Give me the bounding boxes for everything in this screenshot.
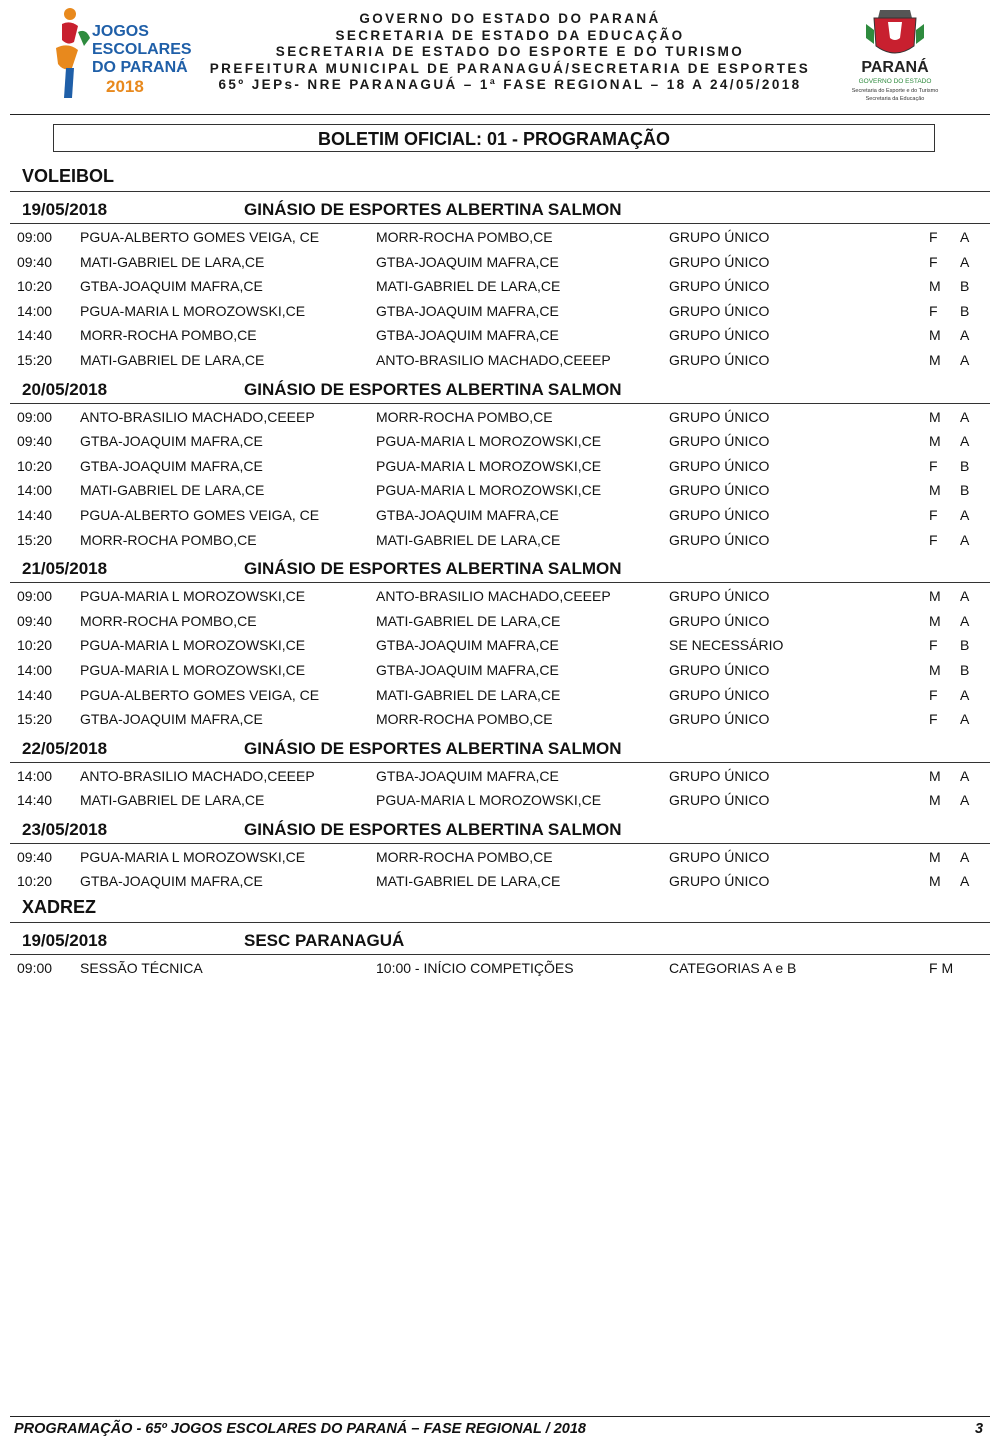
game-time: 10:20 bbox=[17, 278, 53, 295]
game-group: GRUPO ÚNICO bbox=[669, 711, 770, 728]
day-date: 21/05/2018 bbox=[22, 559, 108, 579]
game-team-1: MORR-ROCHA POMBO,CE bbox=[80, 531, 257, 548]
day-heading bbox=[10, 372, 990, 404]
game-row bbox=[0, 632, 1000, 657]
game-row bbox=[0, 224, 1000, 249]
game-time: 09:00 bbox=[17, 588, 53, 605]
game-team-2: GTBA-JOAQUIM MAFRA,CE bbox=[376, 637, 559, 654]
game-sex: M bbox=[929, 612, 941, 629]
game-category: A bbox=[960, 792, 970, 809]
game-category: B bbox=[960, 302, 970, 319]
game-team-1: MATI-GABRIEL DE LARA,CE bbox=[80, 792, 265, 809]
game-team-2: GTBA-JOAQUIM MAFRA,CE bbox=[376, 767, 559, 784]
parana-coat-of-arms-logo bbox=[836, 4, 954, 104]
svg-text:Secretaria do Esporte e do Tur: Secretaria do Esporte e do Turismo bbox=[851, 88, 939, 94]
game-time: 14:00 bbox=[17, 661, 53, 678]
game-sex: F bbox=[929, 253, 938, 270]
svg-text:GOVERNO DO ESTADO: GOVERNO DO ESTADO bbox=[858, 78, 932, 85]
game-team-1: PGUA-MARIA L MOROZOWSKI,CE bbox=[80, 848, 306, 865]
game-category: B bbox=[960, 457, 970, 474]
game-team-1: ANTO-BRASILIO MACHADO,CEEEP bbox=[80, 408, 315, 425]
game-row bbox=[0, 298, 1000, 323]
svg-text:Secretaria da Educação: Secretaria da Educação bbox=[865, 96, 925, 102]
game-time: 14:40 bbox=[17, 327, 53, 344]
game-row bbox=[0, 527, 1000, 552]
game-time: 09:00 bbox=[17, 960, 53, 977]
footer-divider bbox=[10, 1416, 990, 1417]
game-group: GRUPO ÚNICO bbox=[669, 457, 770, 474]
game-group: GRUPO ÚNICO bbox=[669, 302, 770, 319]
game-group: GRUPO ÚNICO bbox=[669, 506, 770, 523]
game-time: 14:40 bbox=[17, 686, 53, 703]
header-line: GOVERNO DO ESTADO DO PARANÁ bbox=[359, 11, 661, 26]
header-divider bbox=[10, 114, 990, 115]
game-time: 15:20 bbox=[17, 711, 53, 728]
game-group: GRUPO ÚNICO bbox=[669, 433, 770, 450]
game-category: B bbox=[960, 278, 970, 295]
sport-heading bbox=[10, 162, 990, 192]
game-team-1: GTBA-JOAQUIM MAFRA,CE bbox=[80, 711, 263, 728]
game-sex: M bbox=[929, 792, 941, 809]
game-team-1: SESSÃO TÉCNICA bbox=[80, 960, 203, 977]
day-date: 20/05/2018 bbox=[22, 379, 108, 399]
game-time: 09:40 bbox=[17, 848, 53, 865]
game-team-1: ANTO-BRASILIO MACHADO,CEEEP bbox=[80, 767, 315, 784]
game-sex: M bbox=[929, 661, 941, 678]
game-team-2: PGUA-MARIA L MOROZOWSKI,CE bbox=[376, 433, 602, 450]
day-venue: GINÁSIO DE ESPORTES ALBERTINA SALMON bbox=[244, 559, 622, 579]
game-team-1: PGUA-ALBERTO GOMES VEIGA, CE bbox=[80, 686, 320, 703]
game-team-2: MORR-ROCHA POMBO,CE bbox=[376, 848, 553, 865]
game-row bbox=[0, 322, 1000, 347]
game-category: A bbox=[960, 711, 970, 728]
svg-text:JOGOS: JOGOS bbox=[92, 23, 149, 40]
game-row bbox=[0, 868, 1000, 893]
document-header bbox=[0, 0, 1000, 112]
game-category: A bbox=[960, 873, 970, 890]
game-time: 09:40 bbox=[17, 253, 53, 270]
bulletin-title: BOLETIM OFICIAL: 01 - PROGRAMAÇÃO bbox=[318, 129, 670, 149]
game-time: 09:40 bbox=[17, 612, 53, 629]
game-row bbox=[0, 583, 1000, 608]
game-row bbox=[0, 477, 1000, 502]
header-line: 65º JEPs- NRE PARANAGUÁ – 1ª FASE REGIONAL – 18 A 24/05/2018 bbox=[218, 77, 802, 92]
day-date: 22/05/2018 bbox=[22, 738, 108, 758]
game-team-1: PGUA-ALBERTO GOMES VEIGA, CE bbox=[80, 506, 320, 523]
game-time: 14:00 bbox=[17, 482, 53, 499]
game-row bbox=[0, 682, 1000, 707]
game-team-1: PGUA-MARIA L MOROZOWSKI,CE bbox=[80, 637, 306, 654]
day-date: 23/05/2018 bbox=[22, 819, 108, 839]
game-sex: M bbox=[929, 351, 941, 368]
game-sex: F bbox=[929, 711, 938, 728]
game-category: A bbox=[960, 408, 970, 425]
game-team-2: PGUA-MARIA L MOROZOWSKI,CE bbox=[376, 482, 602, 499]
game-team-2: MORR-ROCHA POMBO,CE bbox=[376, 229, 553, 245]
game-category: A bbox=[960, 767, 970, 784]
game-team-2: GTBA-JOAQUIM MAFRA,CE bbox=[376, 506, 559, 523]
game-category: A bbox=[960, 686, 970, 703]
game-row bbox=[0, 955, 1000, 980]
game-sex: M bbox=[929, 848, 941, 865]
game-category: A bbox=[960, 351, 970, 368]
game-group: GRUPO ÚNICO bbox=[669, 351, 770, 368]
game-team-2: PGUA-MARIA L MOROZOWSKI,CE bbox=[376, 792, 602, 809]
game-group: GRUPO ÚNICO bbox=[669, 792, 770, 809]
game-row bbox=[0, 763, 1000, 788]
game-row bbox=[0, 657, 1000, 682]
game-group: GRUPO ÚNICO bbox=[669, 612, 770, 629]
game-category: A bbox=[960, 327, 970, 344]
header-line: PREFEITURA MUNICIPAL DE PARANAGUÁ/SECRETARIA DE ESPORTES bbox=[209, 60, 811, 76]
game-group: GRUPO ÚNICO bbox=[669, 327, 770, 344]
game-category: B bbox=[960, 661, 970, 678]
game-team-1: PGUA-ALBERTO GOMES VEIGA, CE bbox=[80, 229, 320, 245]
game-time: 09:40 bbox=[17, 433, 53, 450]
game-team-1: GTBA-JOAQUIM MAFRA,CE bbox=[80, 433, 263, 450]
header-line: SECRETARIA DE ESTADO DA EDUCAÇÃO bbox=[335, 27, 685, 43]
game-team-1: MATI-GABRIEL DE LARA,CE bbox=[80, 482, 265, 499]
game-sex: M bbox=[929, 278, 941, 295]
bulletin-title-box bbox=[53, 124, 935, 152]
game-time: 15:20 bbox=[17, 351, 53, 368]
page-number: 3 bbox=[975, 1421, 984, 1437]
game-team-2: MATI-GABRIEL DE LARA,CE bbox=[376, 686, 561, 703]
game-group: SE NECESSÁRIO bbox=[669, 637, 784, 654]
game-row bbox=[0, 404, 1000, 429]
game-group: GRUPO ÚNICO bbox=[669, 408, 770, 425]
game-team-2: MORR-ROCHA POMBO,CE bbox=[376, 711, 553, 728]
header-line: SECRETARIA DE ESTADO DO ESPORTE E DO TURISMO bbox=[275, 44, 745, 59]
game-team-1: MORR-ROCHA POMBO,CE bbox=[80, 612, 257, 629]
day-heading bbox=[10, 731, 990, 763]
day-venue: GINÁSIO DE ESPORTES ALBERTINA SALMON bbox=[244, 819, 622, 839]
game-sex: F bbox=[929, 686, 938, 703]
game-sex-category: F M bbox=[929, 960, 954, 977]
game-group: GRUPO ÚNICO bbox=[669, 848, 770, 865]
game-group: GRUPO ÚNICO bbox=[669, 767, 770, 784]
day-date: 19/05/2018 bbox=[22, 931, 108, 951]
game-group: GRUPO ÚNICO bbox=[669, 278, 770, 295]
game-time: 14:40 bbox=[17, 792, 53, 809]
game-category: B bbox=[960, 482, 970, 499]
game-group: GRUPO ÚNICO bbox=[669, 661, 770, 678]
day-venue: GINÁSIO DE ESPORTES ALBERTINA SALMON bbox=[244, 379, 622, 399]
game-group: GRUPO ÚNICO bbox=[669, 588, 770, 605]
game-category: A bbox=[960, 506, 970, 523]
game-team-2: GTBA-JOAQUIM MAFRA,CE bbox=[376, 253, 559, 270]
game-category: A bbox=[960, 229, 970, 245]
svg-text:DO PARANÁ: DO PARANÁ bbox=[92, 59, 188, 76]
day-date: 19/05/2018 bbox=[22, 200, 108, 219]
game-time: 14:40 bbox=[17, 506, 53, 523]
svg-text:ESCOLARES: ESCOLARES bbox=[92, 41, 192, 58]
game-team-1: MORR-ROCHA POMBO,CE bbox=[80, 327, 257, 344]
game-row bbox=[0, 844, 1000, 869]
game-sex: M bbox=[929, 873, 941, 890]
game-team-2: GTBA-JOAQUIM MAFRA,CE bbox=[376, 327, 559, 344]
day-venue: SESC PARANAGUÁ bbox=[244, 931, 405, 951]
game-team-2: MATI-GABRIEL DE LARA,CE bbox=[376, 531, 561, 548]
game-team-1: MATI-GABRIEL DE LARA,CE bbox=[80, 351, 265, 368]
game-sex: M bbox=[929, 767, 941, 784]
game-group: GRUPO ÚNICO bbox=[669, 873, 770, 890]
game-row bbox=[0, 273, 1000, 298]
header-title-block bbox=[190, 11, 830, 94]
day-venue: GINÁSIO DE ESPORTES ALBERTINA SALMON bbox=[244, 200, 622, 219]
game-time: 09:00 bbox=[17, 229, 53, 245]
game-team-2: ANTO-BRASILIO MACHADO,CEEEP bbox=[376, 588, 611, 605]
game-group: GRUPO ÚNICO bbox=[669, 253, 770, 270]
game-category: A bbox=[960, 531, 970, 548]
game-category: A bbox=[960, 433, 970, 450]
game-row bbox=[0, 453, 1000, 478]
game-time: 14:00 bbox=[17, 302, 53, 319]
game-team-2: ANTO-BRASILIO MACHADO,CEEEP bbox=[376, 351, 611, 368]
game-sex: M bbox=[929, 482, 941, 499]
sport-heading bbox=[10, 893, 990, 923]
sport-name: XADREZ bbox=[22, 897, 97, 918]
game-row bbox=[0, 608, 1000, 633]
game-team-2: MATI-GABRIEL DE LARA,CE bbox=[376, 873, 561, 890]
game-group: GRUPO ÚNICO bbox=[669, 531, 770, 548]
day-heading bbox=[10, 812, 990, 844]
game-row bbox=[0, 428, 1000, 453]
day-heading bbox=[10, 923, 990, 955]
game-sex: F bbox=[929, 229, 938, 245]
game-row bbox=[0, 787, 1000, 812]
game-team-1: GTBA-JOAQUIM MAFRA,CE bbox=[80, 873, 263, 890]
game-group: GRUPO ÚNICO bbox=[669, 686, 770, 703]
game-row bbox=[0, 706, 1000, 731]
game-team-1: PGUA-MARIA L MOROZOWSKI,CE bbox=[80, 661, 306, 678]
schedule-content bbox=[0, 162, 1000, 980]
game-group: GRUPO ÚNICO bbox=[669, 482, 770, 499]
game-time: 09:00 bbox=[17, 408, 53, 425]
game-sex: M bbox=[929, 433, 941, 450]
game-time: 10:20 bbox=[17, 873, 53, 890]
svg-text:2018: 2018 bbox=[106, 77, 144, 96]
game-team-2: MATI-GABRIEL DE LARA,CE bbox=[376, 612, 561, 629]
footer-title: PROGRAMAÇÃO - 65º JOGOS ESCOLARES DO PARANÁ – FASE REGIONAL / 2018 bbox=[14, 1421, 586, 1437]
game-row bbox=[0, 347, 1000, 372]
game-team-1: MATI-GABRIEL DE LARA,CE bbox=[80, 253, 265, 270]
game-team-1: PGUA-MARIA L MOROZOWSKI,CE bbox=[80, 302, 306, 319]
game-sex: M bbox=[929, 327, 941, 344]
game-row bbox=[0, 502, 1000, 527]
game-sex: M bbox=[929, 588, 941, 605]
game-category: A bbox=[960, 848, 970, 865]
sport-name: VOLEIBOL bbox=[22, 166, 115, 186]
game-time: 15:20 bbox=[17, 531, 53, 548]
game-sex: F bbox=[929, 302, 938, 319]
game-team-2: GTBA-JOAQUIM MAFRA,CE bbox=[376, 661, 559, 678]
game-sex: F bbox=[929, 457, 938, 474]
game-group: CATEGORIAS A e B bbox=[669, 960, 797, 977]
game-time: 10:20 bbox=[17, 637, 53, 654]
day-venue: GINÁSIO DE ESPORTES ALBERTINA SALMON bbox=[244, 738, 622, 758]
game-team-1: GTBA-JOAQUIM MAFRA,CE bbox=[80, 457, 263, 474]
day-heading bbox=[10, 551, 990, 583]
game-team-2: MATI-GABRIEL DE LARA,CE bbox=[376, 278, 561, 295]
game-sex: M bbox=[929, 408, 941, 425]
game-category: A bbox=[960, 612, 970, 629]
game-sex: F bbox=[929, 506, 938, 523]
game-time: 10:20 bbox=[17, 457, 53, 474]
game-row bbox=[0, 249, 1000, 274]
game-sex: F bbox=[929, 637, 938, 654]
game-team-1: PGUA-MARIA L MOROZOWSKI,CE bbox=[80, 588, 306, 605]
game-time: 14:00 bbox=[17, 767, 53, 784]
svg-text:PARANÁ: PARANÁ bbox=[861, 59, 929, 76]
game-category: A bbox=[960, 253, 970, 270]
game-team-2: PGUA-MARIA L MOROZOWSKI,CE bbox=[376, 457, 602, 474]
game-team-2: GTBA-JOAQUIM MAFRA,CE bbox=[376, 302, 559, 319]
game-group: GRUPO ÚNICO bbox=[669, 229, 770, 245]
game-team-2: MORR-ROCHA POMBO,CE bbox=[376, 408, 553, 425]
game-category: B bbox=[960, 637, 970, 654]
game-team-2: 10:00 - INÍCIO COMPETIÇÕES bbox=[376, 960, 574, 977]
game-sex: F bbox=[929, 531, 938, 548]
day-heading bbox=[10, 192, 990, 224]
game-category: A bbox=[960, 588, 970, 605]
jogos-escolares-logo bbox=[48, 2, 192, 102]
game-team-1: GTBA-JOAQUIM MAFRA,CE bbox=[80, 278, 263, 295]
